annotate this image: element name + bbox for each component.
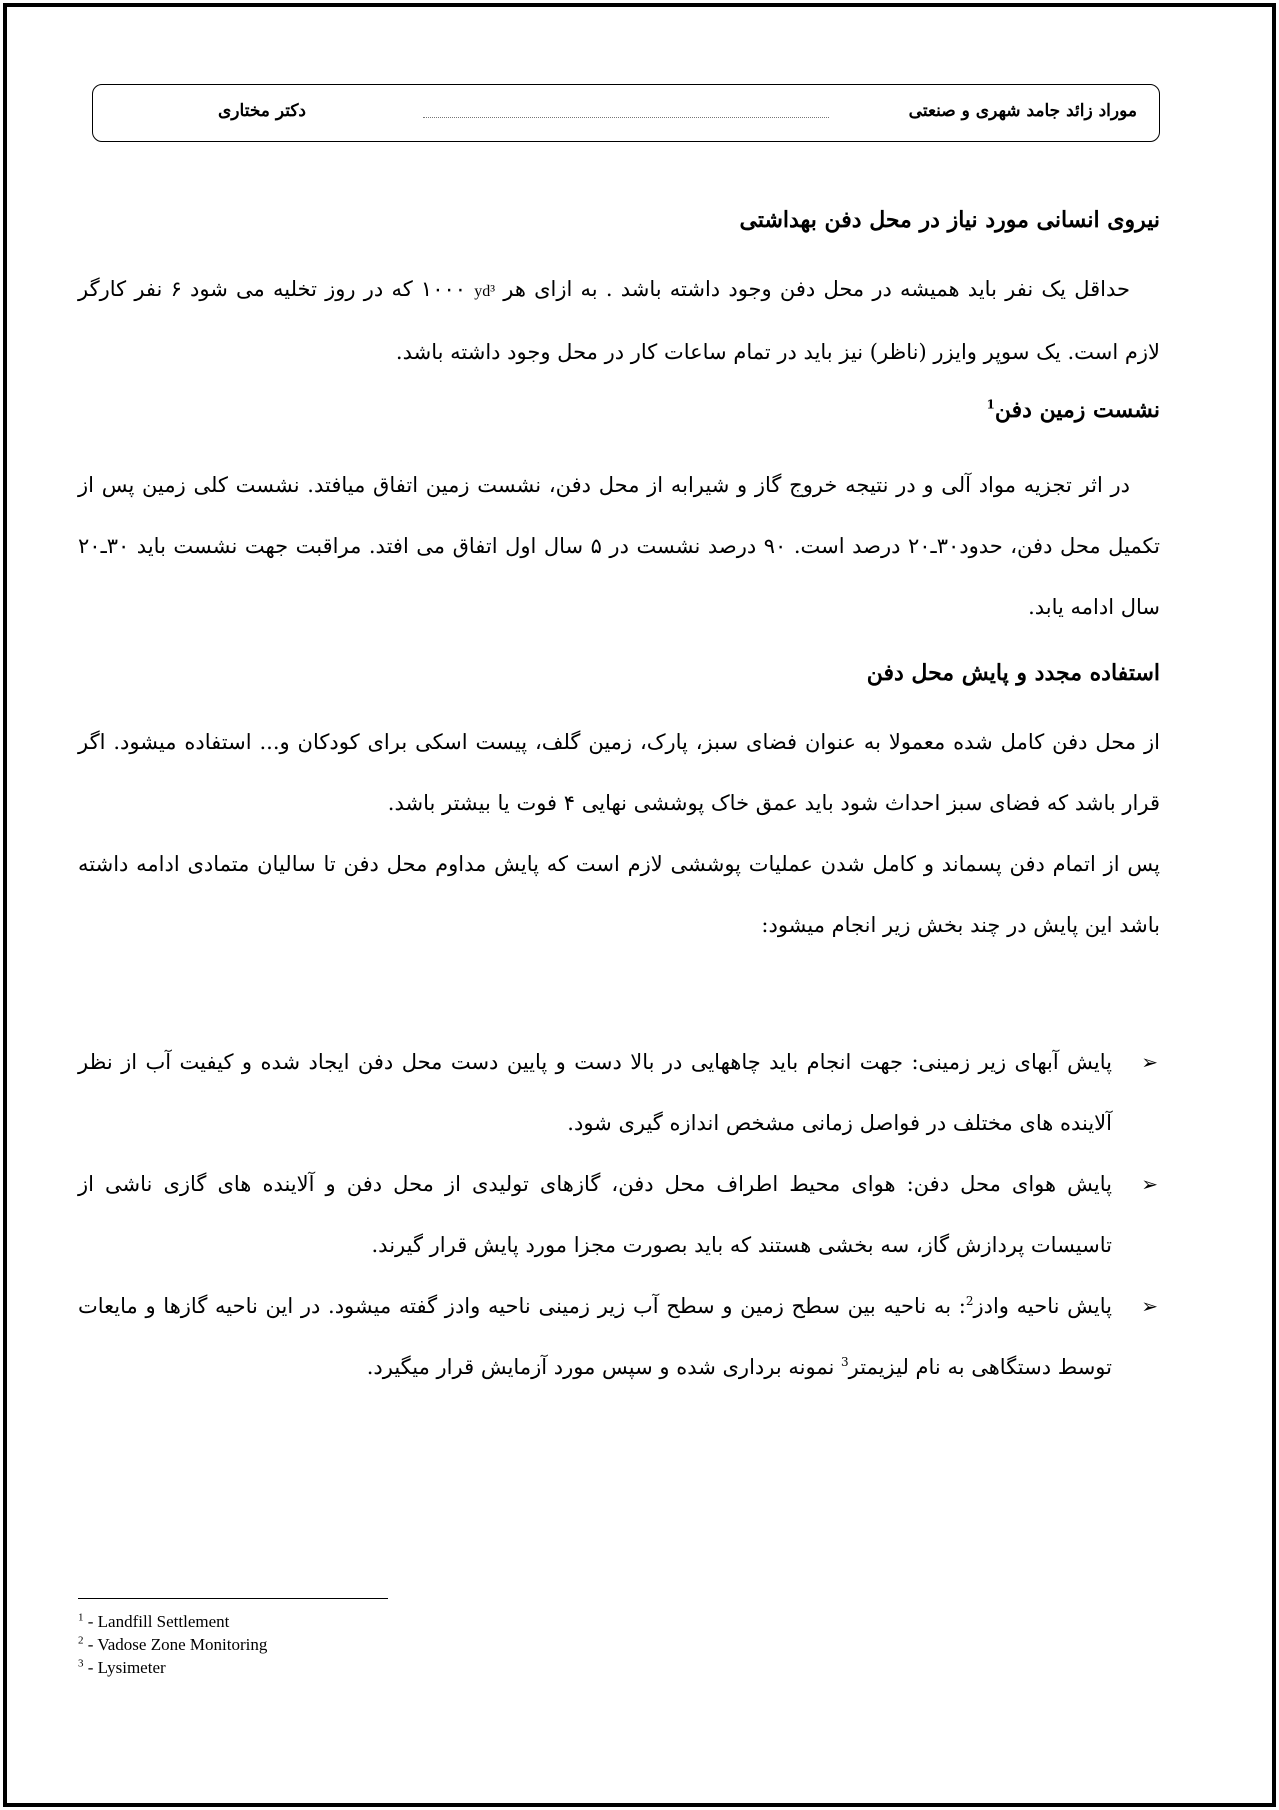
list-item-text: پایش ناحیه وادز	[973, 1294, 1113, 1318]
section-heading-settlement	[78, 395, 1160, 426]
list-item-text: پایش آبهای زیر زمینی: جهت انجام باید چاههایی در بالا دست و پایین دست محل دفن ایجاد شده و کیفیت آب از نظر آلاینده های مختلف در فواصل زمانی مشخص اندازه گیری شود.	[78, 1050, 1112, 1135]
manpower-paragraph	[78, 259, 1160, 383]
list-item	[78, 1154, 1160, 1276]
list-item	[78, 1276, 1160, 1398]
settlement-paragraph: در اثر تجزیه مواد آلی و در نتیجه خروج گاز و شیرابه از محل دفن، نشست زمین اتفاق میافتد. نشست کلی زمین پس از تکمیل محل دفن، حدود۳۰ـ۲۰ درصد است. ۹۰ درصد نشست در ۵ سال اول اتفاق می افتد. مراقبت جهت نشست باید ۳۰ـ۲۰ سال ادامه یابد.	[78, 473, 1160, 619]
section-settlement	[78, 395, 1160, 426]
arrow-bullet-icon: ➢	[1141, 1294, 1158, 1318]
manpower-text-a: حداقل یک نفر باید همیشه در محل دفن وجود داشته باشد . به ازای هر	[495, 277, 1130, 301]
list-item-text-continued: : به ناحیه بین سطح زمین و سطح آب زیر زمینی ناحیه وادز گفته میشود. در این ناحیه گازها و مایعات توسط دستگاهی به نام لیزیمتر	[78, 1294, 1112, 1379]
footnote-3	[78, 1656, 678, 1679]
settlement-paragraph-block	[78, 455, 1160, 638]
footnote-number: 1	[78, 1611, 84, 1624]
section-reuse	[78, 658, 1160, 689]
running-header	[92, 84, 1160, 142]
section-manpower	[78, 205, 1160, 236]
unit-cubic-yard: yd³	[474, 283, 496, 300]
footnote-separator	[78, 1598, 388, 1599]
header-dotted-rule	[423, 117, 829, 118]
footnote-2	[78, 1633, 678, 1656]
arrow-bullet-icon: ➢	[1141, 1172, 1158, 1196]
reuse-paragraph-2: پس از اتمام دفن پسماند و کامل شدن عملیات پوششی لازم است که پایش مداوم محل دفن تا سالیان متمادی ادامه داشته باشد این پایش در چند بخش زیر انجام میشود:	[78, 852, 1160, 937]
footnote-number: 2	[78, 1634, 84, 1647]
footnote-text: - Lysimeter	[83, 1658, 166, 1677]
footnote-1	[78, 1610, 678, 1633]
footnote-ref-2: 2	[965, 1294, 974, 1308]
footnote-text: - Vadose Zone Monitoring	[83, 1635, 268, 1654]
section-heading-manpower: نیروی انسانی مورد نیاز در محل دفن بهداشتی	[739, 207, 1160, 233]
arrow-bullet-icon: ➢	[1141, 1050, 1158, 1074]
monitoring-list-block	[78, 1032, 1160, 1398]
list-item	[78, 1032, 1160, 1154]
footnote-text: - Landfill Settlement	[83, 1612, 230, 1631]
footnote-number: 3	[78, 1657, 84, 1670]
footnote-ref-1: 1	[986, 397, 995, 412]
header-author: دکتر مختاری	[218, 101, 306, 121]
reuse-paragraphs	[78, 712, 1160, 956]
manpower-paragraph-block	[78, 259, 1160, 383]
monitoring-list	[78, 1032, 1160, 1398]
list-item-text-end: نمونه برداری شده و سپس مورد آزمایش قرار میگیرد.	[366, 1355, 841, 1379]
manpower-text-b: ۱۰۰۰ که در روز تخلیه می شود ۶ نفر کارگر لازم است. یک سوپر وایزر (ناظر) نیز باید در تمام ساعات کار در محل وجود داشته باشد.	[78, 277, 1160, 364]
reuse-paragraph-1: از محل دفن کامل شده معمولا به عنوان فضای سبز، پارک، زمین گلف، پیست اسکی برای کودکان و... استفاده میشود. اگر قرار باشد که فضای سبز احداث شود باید عمق خاک پوششی نهایی ۴ فوت یا بیشتر باشد.	[78, 730, 1160, 815]
footnotes	[78, 1610, 678, 1679]
settlement-heading-text: نشست زمین دفن	[994, 397, 1160, 423]
footnote-ref-3: 3	[840, 1355, 849, 1369]
list-item-text: پایش هوای محل دفن: هوای محیط اطراف محل دفن، گازهای تولیدی از محل دفن و آلاینده های گازی ناشی از تاسیسات پردازش گاز، سه بخشی هستند که باید بصورت مجزا مورد پایش قرار گیرند.	[78, 1172, 1112, 1257]
header-title: موراد زائد جامد شهری و صنعتی	[908, 101, 1137, 121]
section-heading-reuse: استفاده مجدد و پایش محل دفن	[866, 660, 1160, 686]
